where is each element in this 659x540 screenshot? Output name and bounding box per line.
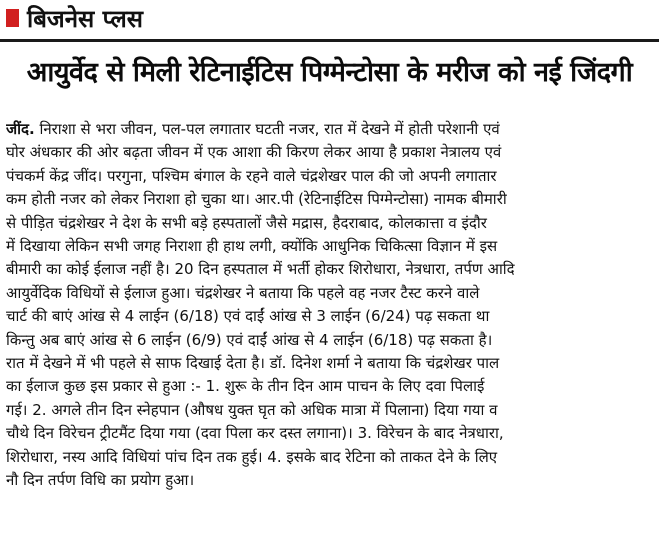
section-header	[0, 0, 659, 42]
article-line: गई। 2. अगले तीन दिन स्नेहपान (औषध युक्त घृत को अधिक मात्रा में पिलाना) दिया गया व	[6, 400, 498, 419]
article-line: नौ दिन तर्पण विधि का प्रयोग हुआ।	[6, 471, 195, 490]
article-line: बीमारी का कोई ईलाज नहीं है। 20 दिन हस्पताल में भर्ती होकर शिरोधारा, नेत्रधारा, तर्पण आदि	[6, 260, 515, 279]
article-line	[6, 118, 653, 141]
article-line: चार्ट की बाएं आंख से 4 लाईन (6/18) एवं दाईं आंख से 3 लाईन (6/24) पढ़ सकता था	[6, 307, 490, 326]
headline: आयुर्वेद से मिली रेटिनाईटिस पिग्मेन्टोसा के मरीज को नई जिंदगी	[26, 57, 633, 88]
article-line: आयुर्वेदिक विधियों से ईलाज हुआ। चंद्रशेखर ने बताया कि पहले वह नजर टैस्ट करने वाले	[6, 283, 480, 302]
article-line: पंचकर्म केंद्र जींद। परगुना, पश्चिम बंगाल के रहने वाले चंद्रशेखर पाल की जो अपनी लगातार	[6, 166, 497, 185]
article-line: शिरोधारा, नस्य आदि विधियां पांच दिन तक हुई। 4. इसके बाद रेटिना को ताकत देने के लिए	[6, 447, 498, 466]
article-line: घोर अंधकार की ओर बढ़ता जीवन में एक आशा की किरण लेकर आया है प्रकाश नेत्रालय एवं	[6, 143, 502, 162]
article-line-text: निराशा से भरा जीवन, पल-पल लगातार घटती नजर, रात में देखने में होती परेशानी एवं	[34, 120, 500, 138]
article-line: कम होती नजर को लेकर निराशा हो चुका था। आर.पी (रेटिनाईटिस पिग्मेन्टोसा) नामक बीमारी	[6, 190, 507, 209]
dateline: जींद.	[6, 120, 35, 138]
section-label: बिजनेस प्लस	[27, 5, 143, 33]
article-body	[6, 118, 653, 493]
section-marker	[6, 9, 19, 27]
article-line: में दिखाया लेकिन सभी जगह निराशा ही हाथ लगी, क्योंकि आधुनिक चिकित्सा विज्ञान में इस	[6, 237, 498, 256]
article-line: किन्तु अब बाएं आंख से 6 लाईन (6/9) एवं दाईं आंख से 4 लाईन (6/18) पढ़ सकता है।	[6, 330, 493, 349]
article-line: चौथे दिन विरेचन ट्रीटमैंट दिया गया (दवा पिला कर दस्त लगाना)। 3. विरेचन के बाद नेत्रधारा,	[6, 424, 504, 443]
article-line: से पीड़ित चंद्रशेखर ने देश के सभी बड़े हस्पतालों जैसे मद्रास, हैदराबाद, कोलकात्ता व इंदौर	[6, 213, 487, 232]
article-line: का ईलाज कुछ इस प्रकार से हुआ :- 1. शुरू के तीन दिन आम पाचन के लिए दवा पिलाई	[6, 377, 485, 396]
article-line: रात में देखने में भी पहले से साफ दिखाई देता है। डॉ. दिनेश शर्मा ने बताया कि चंद्रशेखर पाल	[6, 354, 500, 373]
